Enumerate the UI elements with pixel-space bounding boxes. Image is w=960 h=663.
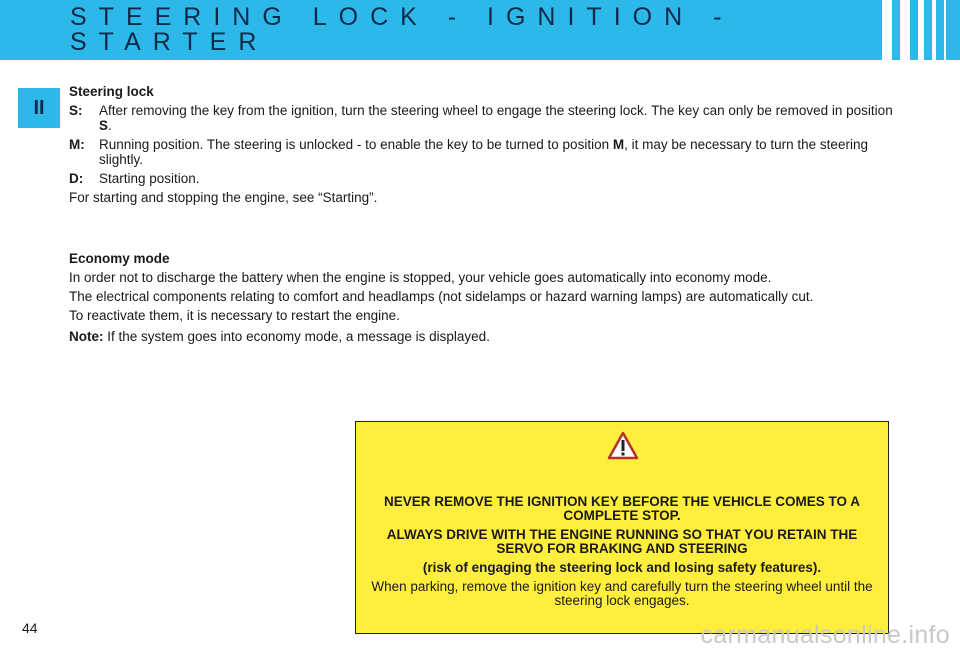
steering-lock-heading: Steering lock	[69, 84, 154, 99]
header-stripe	[882, 0, 892, 60]
item-text: After removing the key from the ignition, turn the steering wheel to engage the steering lock. The key can only be removed in position S.	[99, 103, 893, 133]
item-key: M:	[69, 137, 85, 152]
header-stripe	[918, 0, 924, 60]
warning-text	[368, 495, 876, 608]
header-stripe	[944, 0, 946, 60]
header-stripe	[900, 0, 910, 60]
chapter-tab: II	[18, 88, 60, 128]
note-text: If the system goes into economy mode, a message is displayed.	[103, 329, 490, 344]
header-stripe	[932, 0, 936, 60]
item-key: S:	[69, 103, 83, 118]
warning-line-2: ALWAYS DRIVE WITH THE ENGINE RUNNING SO THAT YOU RETAIN THE SERVO FOR BRAKING AND STEERING	[386, 527, 858, 556]
main-content	[69, 84, 893, 348]
watermark: carmanualsonline.info	[700, 621, 950, 649]
warning-line-1: NEVER REMOVE THE IGNITION KEY BEFORE THE VEHICLE COMES TO A COMPLETE STOP.	[383, 494, 861, 523]
economy-para-2: The electrical components relating to comfort and headlamps (not sidelamps or hazard warning lamps) are automatically cut.	[69, 289, 814, 304]
header-stripes	[882, 0, 946, 60]
economy-note	[69, 329, 893, 344]
note-label: Note:	[69, 329, 104, 344]
section-spacer	[69, 209, 893, 251]
economy-mode-heading: Economy mode	[69, 251, 170, 266]
item-key: D:	[69, 171, 84, 186]
list-item	[69, 171, 893, 186]
warning-triangle-icon	[607, 431, 639, 461]
economy-para-3: To reactivate them, it is necessary to restart the engine.	[69, 308, 400, 323]
item-text: Starting position.	[99, 171, 200, 186]
economy-para-1: In order not to discharge the battery when the engine is stopped, your vehicle goes automatically into economy mode.	[69, 270, 772, 285]
item-text: Running position. The steering is unlocked - to enable the key to be turned to position M, it may be necessary to turn the steering slightly.	[99, 137, 868, 167]
warning-box	[355, 421, 889, 634]
page-number: 44	[22, 620, 38, 636]
steering-lock-footer: For starting and stopping the engine, see “Starting”.	[69, 190, 378, 205]
warning-line-3: (risk of engaging the steering lock and losing safety features).	[422, 560, 822, 575]
list-item	[69, 103, 893, 133]
warning-line-4: When parking, remove the ignition key and carefully turn the steering wheel until the steering lock engages.	[371, 579, 873, 608]
list-item	[69, 137, 893, 167]
page-header	[0, 0, 960, 60]
page-title: STEERING LOCK - IGNITION - STARTER	[70, 3, 734, 56]
